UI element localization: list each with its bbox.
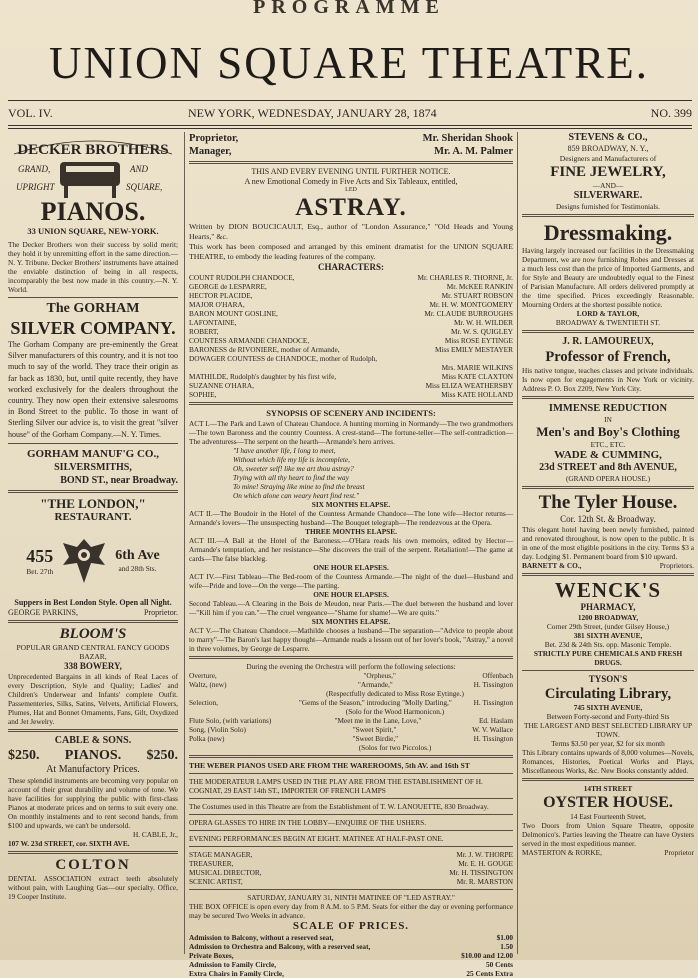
left-column [8,132,178,954]
dateline-text: NEW YORK, WEDNESDAY, JANUARY 28, 1874 [188,106,437,120]
price-row-right: 1.50 [500,942,513,951]
act-1: ACT I.—The Park and Lawn of Chateau Chandoce. A hunting morning in Normandy—The two grandmothers—The town Baroness and the country Countess. A crest-stand—The fortune-teller—The self-contradiction—The adventuress—The serpent on the hearth—Armande's hero arrives. [189,419,513,446]
cable-pianos: PIANOS. [64,747,122,763]
divider [189,814,513,815]
box-office-notice: THE BOX OFFICE is open every day from 8 A.M. to 5 P.M. Seats for either the day or evening performance may be secured Two Weeks in advance. [189,902,513,920]
poem-line: Oh, sweeter self! like me art thou astray? [233,464,354,473]
divider [8,297,178,298]
play-notice: THIS AND EVERY EVENING UNTIL FURTHER NOTICE. [251,167,451,176]
act-4: ACT IV.—First Tableau—The Bed-room of the Countess Armande.—The night of the duel—Husband and wife—Pride and love—On the verge—The parting. [189,572,513,590]
colton-title: COLTON [55,856,131,873]
masthead-rule-top [8,100,692,101]
staff-row-left: MUSICAL DIRECTOR, [189,868,262,877]
blooms-body: Unprecedented Bargains in all kinds of Real Laces of every Description, Style and Quality; Ladies' and Children's Underwear and Infants' complete Outfit. Passementeries, Silks, Satins, Velvets, Artificial Flowers, Plumes, Hat and Bonnet Ornaments, Fans, Gilt, Oxydized and Jet Jewelry. [8,671,178,726]
gorham-silver: SILVER COMPANY. [10,318,176,338]
lamoureux-name: J. R. LAMOUREUX, [562,336,654,347]
divider [8,851,178,854]
cast-row-left: BARON MOUNT GOSLINE, [189,309,278,318]
london-suppers: Suppers in Best London Style. Open all Night. [14,597,172,607]
music-piece: Selection, [189,698,218,707]
music-list [189,671,513,752]
staff-row-right: Mr. J. W. THORPE [456,850,513,859]
blooms-title: BLOOM'S [59,625,127,642]
eagle-crest-icon [59,533,109,589]
staff-row-left: STAGE MANAGER, [189,850,253,859]
cast-row-left: LAFONTAINE, [189,318,237,327]
play-composed: This work has been composed and arranged by this eminent dramatist for the UNION SQUARE THEATRE, to embody the leading features of the company. [189,242,513,261]
music-row [189,716,513,725]
cable-factory: At Manufactory Prices. [46,763,140,775]
cast-row-right: Mr. H. W. MONTGOMERY [429,300,513,309]
cable-body: These splendid instruments are becoming very popular on account of their great durability and volume of tone. We have facilities for supplying the public with first-class Pianos at moderate prices and on terms to suit every one. On monthly instalments and to rent second hands, from $100 and upwards, we can't be undersold. [8,775,178,830]
decker-square: SQUARE, [126,182,163,192]
divider [522,396,694,399]
staff-row-right: Mr. E. H. GOUGE [458,859,513,868]
decker-and: AND [130,164,148,174]
oyster-proprietor-row [522,848,694,857]
orchestra-heading: During the evening the Orchestra will perform the following selections: [246,662,456,671]
price-row [189,942,513,951]
music-row [189,734,513,743]
staff-list [189,850,513,886]
top-banner: PROGRAMME [253,0,445,18]
music-composer: H. Tissington [473,680,513,689]
elapse-5: SIX MONTHS ELAPSE. [311,617,391,626]
staff-row-right: Mr. H. TISSINGTON [449,868,513,877]
music-title: "Orpheus," [363,671,396,680]
cast-row-right: Mr. W. H. WILDER [453,318,513,327]
divider [189,161,513,164]
cast-row-left: ROBERT, [189,327,219,336]
london-proprietor-name: GEORGE PARKINS, [8,607,78,617]
gorham-the: The GORHAM [46,301,140,316]
proprietor-label: Proprietor, [189,133,239,144]
price-row-left: Private Boxes, [189,951,234,960]
oyster-label: Proprietor [664,848,694,857]
elapse-2: THREE MONTHS ELAPSE. [305,527,397,536]
play-led: LED [345,187,357,193]
divider [522,670,694,671]
dressmaking-body: Having largely increased our facilities in the Dressmaking Department, we are now furnishing Robes and Dresses at a much less cost than the price of Imported Garments, and for Style and Beauty are undoubtedly equal to the Finest of Parisian Manufacture. All orders delivered promptly at the time specified. Prices exceedingly Reasonable. Mourning Orders at the shortest possible notice. [522,246,694,309]
price-row-left: Extra Chairs in Family Circle, [189,969,284,978]
synopsis-heading: SYNOPSIS OF SCENERY AND INCIDENTS: [266,408,436,418]
music-title: "Gems of the Season," introducing "Molly Darling," [298,698,452,707]
opera-glasses-notice: OPERA GLASSES TO HIRE IN THE LOBBY—ENQUIRE OF THE USHERS. [189,818,427,827]
tableau-2: Second Tableau.—A Clearing in the Bois de Meudon, near Paris.—The duel between the husband and lover—"Kill him if you can."—The cruel vengeance—"Shame for shame!—We are quits." [189,599,513,617]
music-piece: Polka (new) [189,734,225,743]
wade-in: IN [604,415,612,424]
music-title: (Solo for the Wood Harmonicon.) [345,707,445,716]
tyler-firm: BARNETT & CO., [522,561,582,570]
oyster-address: 14 East Fourteenth Street, [570,812,646,821]
london-restaurant: RESTAURANT. [54,510,132,523]
london-bet1: Bet. 27th [26,566,54,576]
play-title: ASTRAY. [295,194,407,221]
cast-row-left: MATHILDE, Rudolph's daughter by his first wife, [189,372,337,381]
cast-row [189,282,513,291]
cast-row [189,372,513,381]
cast-row [189,309,513,318]
music-composer: Offenbach [482,671,513,680]
price-row-left: Admission to Orchestra and Balcony, with a reserved seat, [189,942,371,951]
cast-row-right: Mr. CHARLES R. THORNE, Jr. [417,273,513,282]
cast-row-right: Mr. STUART ROBSON [441,291,513,300]
divider [522,214,694,217]
price-row-right: $10.00 and 12.00 [461,951,513,960]
wade-clothing: Men's and Boy's Clothing [536,424,680,439]
gorham-silversmiths: SILVERSMITHS, [54,461,132,473]
divider [189,402,513,405]
staff-row [189,868,513,877]
cast-row-left: BARONESS de RIVONIERE, mother of Armande, [189,345,340,354]
tyler-body: This elegant hotel having been newly furnished, painted and renovated throughout, is now open to the public. It is in one of the most eligible positions in the city. Terms $3 a day. Lodging $1. Permanent board from $10 upward. [522,525,694,561]
blooms-sub: POPULAR GRAND CENTRAL FANCY GOODS BAZAR, [16,642,170,661]
divider [8,729,178,732]
music-title: "Armande," [357,680,393,689]
decker-piano-illustration [8,132,178,240]
cast-row-left: COUNT RUDOLPH CHANDOCE, [189,273,295,282]
cast-row-right: Miss ELIZA WEATHERSBY [425,381,513,390]
music-composer: Ed. Haslam [478,716,513,725]
weber-notice: THE WEBER PIANOS USED ARE FROM THE WAREROOMS, 5th AV. and 16th ST [189,761,470,770]
proprietor-row [189,132,513,145]
tyler-title: The Tyler House. [538,492,678,513]
gorham-body: The Gorham Company are pre-eminently the Great Silver manufacturers of this country, and it is not too much to say of the world. They trace their origin as far back as 1830, but, until quite recently, they have worked exclusively for the dealers throughout the country. They now open their extensive salesrooms in Bond Street to the public. To those in want of Sterling Silver our advice is, to visit the great "silver house" of the Gorham Company.—N. Y. Times. [8,340,178,439]
cast-row-left: COUNTESS ARMANDE CHANDOCE, [189,336,310,345]
masthead-rule-bottom [8,125,692,126]
cast-row [189,318,513,327]
wenck-title: WENCK'S [554,578,662,602]
divider [522,778,694,781]
poem-line: Without which life my life is incomplete, [233,455,350,464]
london-bet2: and 28th Sts. [118,564,157,574]
staff-row [189,859,513,868]
stevens-title: STEVENS & CO., [568,132,648,143]
music-composer: W. V. Wallace [472,725,513,734]
wade-immense: IMMENSE REDUCTION [548,403,668,414]
london-title: "THE LONDON," [40,495,146,511]
music-piece: Waltz, (new) [189,680,227,689]
stevens-address: 859 BROADWAY, N. Y., [567,144,649,153]
cast-row-right: Miss EMILY MESTAYER [434,345,513,354]
poem-line: To mine! Straying like mine to find the breast [233,482,365,491]
music-piece: Flute Solo, (with variations) [189,716,272,725]
cable-title: CABLE & SONS. [54,734,132,746]
tyson-between: Between Forty-second and Forty-third Sts [546,712,670,721]
play-written-by: Written by DION BOUCICAULT, Esq., author of "London Assurance," "Old Heads and Young Hearts," &c. [189,222,513,241]
wade-address: 23d STREET and 8th AVENUE, [539,462,677,473]
decker-logo [8,132,178,240]
divider [8,620,178,623]
staff-row [189,850,513,859]
cable-proprietor: H. CABLE, Jr., [133,829,178,839]
wade-firm: WADE & CUMMING, [554,449,662,461]
cast-row-left: GEORGE de LESPARRE, [189,282,267,291]
cast-row-right: Miss KATE CLAXTON [441,372,513,381]
center-column [184,132,518,978]
london-proprietor-label: Proprietor. [144,607,178,617]
tyler-proprietor-row [522,561,694,570]
price-row-left: Admission to Family Circle, [189,960,277,969]
divider [189,755,513,758]
stevens-designs: Designs furnished for Testimonials. [556,202,660,211]
decker-body: The Decker Brothers won their success by solid merit; they hold it by unremitting effort in the same direction.—N. Y. Tribune. Decker Brothers' instruments have attained the enviable distinction of being in all respects, incomparably the best now made in this country.—N. Y. World. [8,240,178,294]
decker-name-top: DECKER BROTHERS [17,142,169,158]
wade-etc: ETC., ETC. [590,440,626,449]
act-3: ACT III.—A Ball at the Hotel of the Baroness.—O'Hara reads his own memoirs, edited by Hector—Armande's temptation, and her resistance—She discovers the trail of the serpent. Retaliation!—The game at cards—The false blackleg. [189,536,513,563]
price-row-right: $1.00 [496,933,513,942]
tyson-body: This Library contains upwards of 8,000 volumes—Novels, Romances, Histories, Poetical Works and Plays, Miscellaneous Works, &c. New Books constantly added. [522,748,694,775]
dressmaking-address: BROADWAY & TWENTIETH ST. [555,318,661,327]
cast-row [189,291,513,300]
cast-row-left: DOWAGER COUNTESS de CHANDOCE, mother of Rudolph, [189,354,378,363]
cast-row-left: MAJOR O'HARA, [189,300,245,309]
price-list [189,933,513,978]
wenck-addr1: 1200 BROADWAY, [577,613,639,622]
evening-notice: EVENING PERFORMANCES BEGIN AT EIGHT. MATINEE AT HALF-PAST ONE. [189,834,444,843]
piano-drawing [60,162,120,198]
manager-label: Manager, [189,146,232,157]
wade-house: (GRAND OPERA HOUSE.) [565,474,651,483]
scale-heading: SCALE OF PRICES. [292,920,410,932]
divider [522,330,694,333]
price-row [189,969,513,978]
tyler-label: Proprietors. [659,561,694,570]
wenck-strictly: STRICTLY PURE CHEMICALS AND FRESH DRUGS. [533,649,683,667]
tyson-tysons: TYSON'S [588,674,628,684]
divider [189,656,513,659]
wenck-addr3: 381 SIXTH AVENUE, [573,631,643,640]
oyster-body: Two Doors from Union Square Theatre, opposite Delmonico's. Parties leaving the Theatre can have Oysters served in the most expeditious manner. [522,821,694,848]
london-number: 455 [26,545,54,566]
music-title: "Sweet Birdie," [352,734,399,743]
cast-row [189,273,513,282]
price-row-left: Admission to Balcony, without a reserved seat, [189,933,334,942]
lamps-notice: THE MODERATEUR LAMPS USED IN THE PLAY ARE FROM THE ESTABLISHMENT OF H. COGNIAT, 29 EAST 14th ST., IMPORTER OF FRENCH LAMPS [189,777,483,795]
cast-row [189,381,513,390]
cast-row [189,363,513,372]
cast-row-left: SUZANNE O'HARA, [189,381,254,390]
cast-list [189,273,513,399]
divider [189,846,513,847]
music-row [189,725,513,734]
london-address-block [8,528,178,594]
cast-row-right: Mr. CLAUDE BURROUGHS [424,309,513,318]
costumes-notice: The Costumes used in this Theatre are from the Establishment of T. W. LANOUETTE, 830 Broadway. [189,802,489,811]
tyler-address: Cor. 12th St. & Broadway. [560,514,656,524]
masthead-rule-bottom-2 [8,128,692,129]
colton-body: DENTAL ASSOCIATION extract teeth absolutely without pain, with Laughing Gas—our specialty. Office, 19 Cooper Institute. [8,873,178,901]
music-row [189,680,513,689]
cable-price-left: $250. [8,747,40,763]
volume-label: VOL. IV. [8,106,53,120]
cast-row-right: Mrs. MARIE WILKINS [441,363,513,372]
cast-row [189,345,513,354]
staff-row-left: TREASURER, [189,859,234,868]
decker-address: 33 UNION SQUARE, NEW-YORK. [27,226,159,236]
tyson-terms: Terms $3.50 per year, $2 for six month [551,739,665,748]
music-piece [189,707,277,716]
music-row [189,707,513,716]
dressmaking-title: Dressmaking. [543,220,673,245]
cast-row-left: HECTOR PLACIDE, [189,291,253,300]
lamoureux-body: His native tongue, teaches classes and private individuals. Is now open for engagements in New York or vicinity. Address P. O. Box 2209, New York City. [522,366,694,393]
decker-upright: UPRIGHT [16,182,55,192]
music-title: "Meet me in the Lane, Love," [334,716,422,725]
act-5: ACT V.—The Chateau Chandoce.—Mathilde chooses a husband—The separation—"Advice to people about to marry"—The Baron's last happy thought—Armande reads a lesson out of her lover's book, "Astray," a novel in three volumes, by George de Lesparre. [189,626,513,653]
price-row [189,960,513,969]
music-title: "Sweet Spirit," [352,725,397,734]
cast-row [189,390,513,399]
poem-line: "I have another life, I long to meet, [233,446,336,455]
divider [189,773,513,774]
tyson-address: 745 SIXTH AVENUE, [573,703,643,712]
poem-line: On which alone can weary heart find rest." [233,491,360,500]
poem [189,446,513,500]
cast-row [189,300,513,309]
proprietor-name: Mr. Sheridan Shook [422,133,513,144]
cast-row-right: Mr. W. S. QUIGLEY [450,327,513,336]
decker-pianos: PIANOS. [40,197,146,226]
price-row-right: 50 Cents [486,960,513,969]
music-piece: Overture, [189,671,217,680]
gorham-mfg: GORHAM MANUF'G CO., [27,447,159,460]
cast-row [189,336,513,345]
cable-price-right: $250. [146,747,178,763]
cast-row-left: SOPHIE, [189,390,217,399]
decker-grand: GRAND, [18,164,51,174]
divider [189,830,513,831]
elapse-3: ONE HOUR ELAPSES. [313,563,389,572]
characters-heading: CHARACTERS: [317,262,384,272]
music-row [189,698,513,707]
act-2: ACT II.—The Boudoir in the Hotel of the Countess Armande Chandoce—The lone wife—Hector returns—Armande's lovers—The unsuspecting husband—The Bouquet telegraph—The rendezvous at the Opera. [189,509,513,527]
price-row [189,951,513,960]
music-piece [189,689,277,698]
stevens-silverware: SILVERWARE. [573,190,643,201]
music-piece: Song, (Violin Solo) [189,725,246,734]
cast-row-right: Miss KATE HOLLAND [441,390,513,399]
music-piece [189,743,277,752]
stevens-and: —AND— [592,181,624,190]
music-row [189,743,513,752]
divider [8,443,178,444]
divider [522,486,694,489]
oyster-street: 14TH STREET [583,784,633,793]
stevens-sub: Designers and Manufacturers of [559,154,657,163]
play-sub-notice: A new Emotional Comedy in Five Acts and Six Tableaux, entitled, [244,177,458,186]
divider [522,573,694,576]
oyster-firm: MASTERTON & RORKE, [522,848,602,857]
masthead-title: UNION SQUARE THEATRE. [49,38,649,88]
cast-row-right [509,354,513,363]
cable-price-row [8,747,178,764]
poem-line: Trying with all thy heart to find the way [233,473,349,482]
staff-row [189,877,513,886]
london-avenue: 6th Ave [115,548,160,564]
lamoureux-title: Professor of French, [545,349,671,365]
manager-name: Mr. A. M. Palmer [434,146,513,157]
cast-row-right: Mr. McKEE RANKIN [446,282,513,291]
music-title: (Solos for two Piccolos.) [358,743,432,752]
london-proprietor-row [8,608,178,617]
manager-row [189,145,513,158]
divider [189,798,513,799]
price-row-right: 25 Cents Extra [466,969,513,978]
music-composer: H. Tissington [473,734,513,743]
right-column [522,132,694,954]
oyster-title: OYSTER HOUSE. [543,794,673,811]
cable-address: 107 W. 23d STREET, cor. SIXTH AVE. [8,838,130,848]
tyson-largest: THE LARGEST AND BEST SELECTED LIBRARY UP TOWN. [523,721,693,739]
music-row [189,671,513,680]
tyson-title: Circulating Library, [544,686,672,702]
cast-row-right: Miss ROSE EYTINGE [444,336,513,345]
music-title: (Respectfully dedicated to Miss Rose Eytinge.) [326,689,464,698]
cast-row [189,327,513,336]
staff-row-right: Mr. R. MARSTON [456,877,513,886]
staff-row-left: SCENIC ARTIST, [189,877,243,886]
cast-row [189,354,513,363]
wenck-addr2: Corner 29th Street, (under Gilsey House,) [546,622,670,631]
saturday-notice: SATURDAY, JANUARY 31, NINTH MATINEE OF "LED ASTRAY." [247,893,455,902]
gorham-address: BOND ST., near Broadway. [60,474,178,486]
music-row [189,689,513,698]
issue-number: NO. 399 [650,106,692,120]
wenck-pharmacy: PHARMACY, [580,602,636,612]
music-composer: H. Tissington [473,698,513,707]
elapse-4: ONE HOUR ELAPSES. [313,590,389,599]
blooms-address: 338 BOWERY, [64,660,122,671]
divider [189,889,513,890]
stevens-fine: FINE JEWELRY, [550,164,666,180]
dateline-bar [8,104,692,124]
wenck-addr4: Bet. 23d & 24th Sts. opp. Masonic Temple. [544,640,672,649]
divider [8,490,178,493]
elapse-1: SIX MONTHS ELAPSE. [311,500,391,509]
dressmaking-firm: LORD & TAYLOR, [576,309,640,318]
price-row [189,933,513,942]
